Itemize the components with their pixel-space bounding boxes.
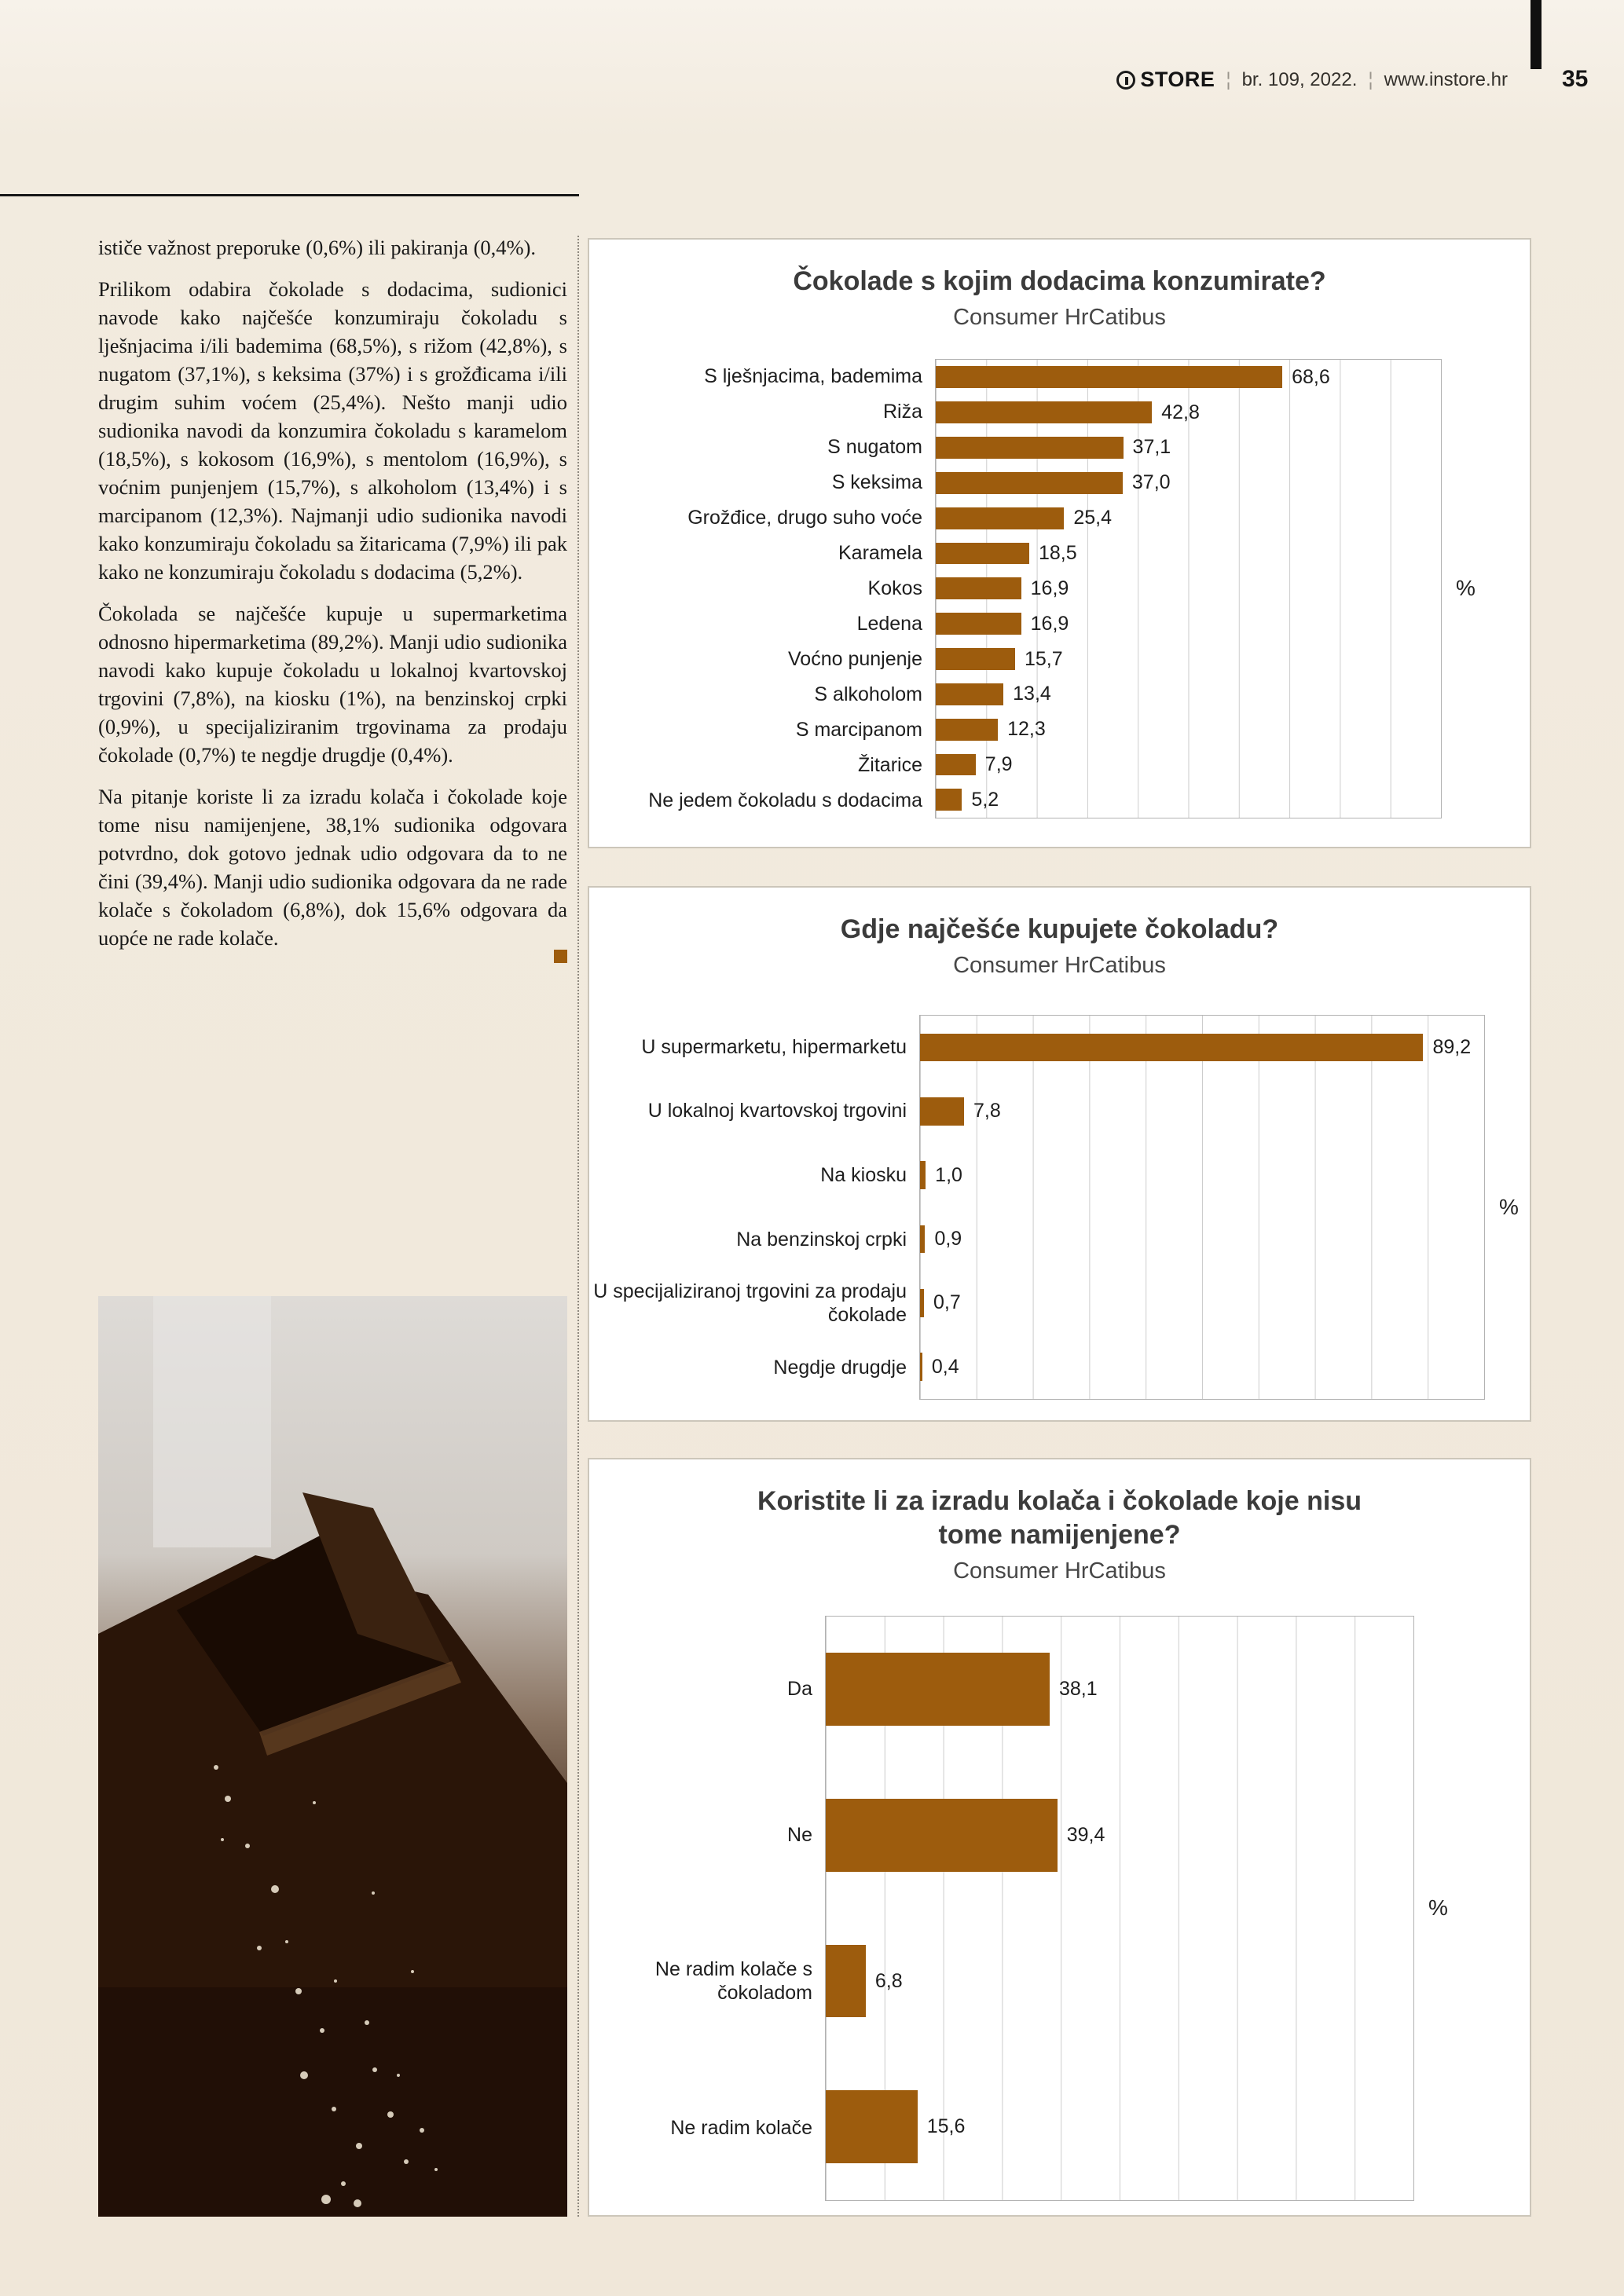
value-label: 12,3 — [1007, 718, 1046, 741]
bar — [936, 507, 1064, 529]
category-label: U specijaliziranoj trgovini za prodaju čokolade — [593, 1280, 907, 1327]
bar — [936, 577, 1021, 599]
chart-subtitle: Consumer HrCatibus — [953, 1558, 1166, 1584]
category-label: U lokalnoj kvartovskoj trgovini — [647, 1100, 907, 1122]
unit-label: % — [1499, 1194, 1519, 1219]
category-label: Grožđice, drugo suho voće — [687, 507, 922, 529]
value-label: 0,4 — [931, 1355, 959, 1378]
chart-body — [589, 359, 1530, 818]
category-label: Negdje drugdje — [773, 1357, 907, 1379]
bar — [826, 1945, 866, 2018]
value-label: 6,8 — [874, 1969, 903, 1992]
article-paragraph: Na pitanje koriste li za izradu kolača i čokolade koje tome nisu namijenjene, 38,1% sudionika odgovara potvrdno, dok gotovo jednak udio odgovara da to ne čini (39,4%). Manji udio sudionika odgovara da ne rade kolače s čokoladom (6,8%), dok 15,6% odgovara da uopće ne rade kolače. — [98, 785, 567, 950]
chart-purchase-location — [588, 886, 1531, 1422]
plot-area — [825, 1616, 1414, 2201]
category-label: S nugatom — [827, 436, 922, 459]
bar — [936, 789, 962, 811]
bar-row — [936, 536, 1441, 571]
bar — [936, 401, 1152, 423]
bar — [920, 1289, 924, 1317]
bar-row — [920, 1016, 1484, 1079]
value-label: 16,9 — [1030, 577, 1069, 599]
plot-area — [919, 1015, 1485, 1400]
category-label: Ne radim kolače s čokoladom — [654, 1958, 812, 2005]
bar-row — [936, 465, 1441, 500]
bar — [920, 1034, 1423, 1062]
unit-column — [1485, 1015, 1530, 1400]
unit-column — [1414, 1616, 1530, 2201]
category-labels — [589, 1015, 919, 1400]
bar-row — [936, 676, 1441, 712]
value-label: 68,6 — [1292, 365, 1330, 388]
bar-row — [920, 1079, 1484, 1143]
unit-column — [1442, 359, 1530, 818]
category-label: S marcipanom — [795, 719, 922, 742]
article-paragraph: Prilikom odabira čokolade s dodacima, sudionici navode kako najčešće konzumiraju čokoladu s lješnjacima i/ili bademima (68,5%), s rižom (42,8%), s nugatom (37,1%), s keksima (37%) i s grožđicama i/ili drugim suhim voćem (25,4%). Nešto manji udio sudionika navodi da konzumira čokoladu s karamelom (18,5%), s kokosom (16,9%), s mentolom (16,9%), s voćnim punjenjem (15,7%), s alkoholom (13,4%) i s marcipanom (12,3%). Najmanji udio sudionika navodi kako konzumiraju čokoladu sa žitaricama (7,9%) ili pak kako ne konzumiraju čokoladu s dodacima (5,2%). — [98, 277, 567, 584]
chart-body — [589, 1616, 1530, 2201]
category-label: S keksima — [831, 471, 922, 494]
corner-accent-bar — [1531, 0, 1542, 69]
category-label: Da — [787, 1677, 812, 1700]
category-labels — [589, 359, 935, 818]
bar — [826, 1799, 1058, 1872]
masthead-separator: ¦ — [1226, 68, 1231, 90]
unit-label: % — [1428, 1895, 1448, 1921]
masthead-separator: ¦ — [1368, 68, 1373, 90]
chart-subtitle: Consumer HrCatibus — [953, 952, 1166, 978]
bar — [936, 719, 998, 741]
issue-number: br. 109, 2022. — [1241, 68, 1358, 90]
bar-row — [826, 1908, 1413, 2054]
chart-additives — [588, 238, 1531, 848]
value-label: 25,4 — [1073, 507, 1112, 529]
bar-row — [920, 1143, 1484, 1207]
article-body — [98, 233, 567, 970]
category-label: Karamela — [838, 542, 922, 565]
article-paragraph: Čokolada se najčešće kupuje u supermarketima odnosno hipermarketima (89,2%). Manji udio sudionika navodi kako kupuje čokoladu u lokalnoj kvartovskoj trgovini (7,8%), na kiosku (1%), na benzinskoj crpki (0,9%), u specijaliziranim trgovinama za prodaju čokolade (0,7%) te negdje drugdje (0,4%). — [98, 602, 567, 767]
category-label: S alkoholom — [814, 683, 922, 706]
unit-label: % — [1456, 576, 1476, 601]
bar — [936, 543, 1029, 565]
logo-text: STORE — [1140, 68, 1215, 91]
bar-row — [936, 747, 1441, 782]
value-label: 38,1 — [1058, 1678, 1098, 1701]
category-label: Žitarice — [858, 754, 922, 777]
value-label: 15,7 — [1024, 647, 1063, 670]
value-label: 42,8 — [1161, 401, 1200, 423]
bar-row — [936, 782, 1441, 818]
chart-title: Čokolade s kojim dodacima konzumirate? — [793, 266, 1326, 296]
category-label: Ledena — [856, 613, 922, 635]
bar — [920, 1161, 926, 1189]
value-label: 16,9 — [1030, 612, 1069, 635]
bar — [920, 1225, 925, 1254]
category-label: Na benzinskoj crpki — [736, 1228, 907, 1251]
category-label: Voćno punjenje — [788, 648, 922, 671]
bar-row — [936, 360, 1441, 395]
bar — [936, 754, 976, 776]
bar-row — [936, 712, 1441, 747]
masthead — [1116, 68, 1508, 92]
bar-row — [936, 642, 1441, 677]
chart-body — [589, 1015, 1530, 1400]
category-labels — [589, 1616, 825, 2201]
bar — [920, 1353, 922, 1381]
value-label: 89,2 — [1432, 1035, 1472, 1058]
value-label: 0,7 — [933, 1291, 961, 1314]
value-label: 15,6 — [926, 2115, 966, 2138]
chart-title: Koristite li za izradu kolača i čokolade koje nisu tome namijenjene? — [757, 1486, 1362, 1550]
chocolate-photo — [98, 1296, 567, 2217]
value-label: 7,8 — [973, 1100, 1001, 1122]
bar-row — [920, 1207, 1484, 1271]
instore-logo-icon — [1116, 71, 1135, 90]
bar-row — [826, 1762, 1413, 1908]
bar-row — [920, 1335, 1484, 1398]
article-paragraph: ističe važnost preporuke (0,6%) ili pakiranja (0,4%). — [98, 236, 537, 259]
value-label: 13,4 — [1013, 683, 1051, 705]
category-label: S lješnjacima, bademima — [704, 365, 922, 388]
website-url: www.instore.hr — [1384, 68, 1508, 90]
category-label: Ne — [787, 1824, 812, 1847]
value-label: 37,0 — [1131, 471, 1171, 494]
bar — [936, 472, 1123, 494]
category-label: Na kiosku — [820, 1164, 907, 1186]
chart-baking-usage — [588, 1458, 1531, 2217]
bar-row — [936, 430, 1441, 466]
bar — [936, 437, 1124, 459]
bar-row — [920, 1271, 1484, 1335]
article-end-marker — [554, 950, 567, 963]
value-label: 7,9 — [984, 753, 1013, 776]
bar-row — [826, 2054, 1413, 2200]
value-label: 0,9 — [934, 1227, 962, 1250]
bar — [826, 1653, 1050, 1726]
bar — [936, 613, 1021, 635]
category-label: Ne jedem čokoladu s dodacima — [648, 789, 922, 812]
column-divider — [577, 236, 579, 2217]
bar-row — [936, 500, 1441, 536]
bar-row — [826, 1617, 1413, 1763]
value-label: 37,1 — [1132, 436, 1171, 459]
bar — [920, 1097, 964, 1126]
value-label: 1,0 — [935, 1163, 962, 1186]
bar-row — [936, 571, 1441, 606]
category-label: Riža — [882, 401, 922, 423]
chart-title: Gdje najčešće kupujete čokoladu? — [840, 914, 1279, 944]
instore-logo — [1116, 68, 1215, 92]
plot-area — [935, 359, 1442, 818]
value-label: 18,5 — [1038, 541, 1077, 564]
page-number: 35 — [1562, 66, 1589, 92]
bar-row — [936, 606, 1441, 642]
category-label: U supermarketu, hipermarketu — [641, 1035, 907, 1058]
bar — [936, 366, 1282, 388]
category-label: Kokos — [867, 577, 922, 600]
bar — [936, 683, 1003, 705]
chart-subtitle: Consumer HrCatibus — [953, 304, 1166, 330]
value-label: 5,2 — [971, 788, 999, 811]
bar — [826, 2090, 918, 2163]
header-rule — [0, 194, 579, 196]
category-label: Ne radim kolače — [670, 2116, 812, 2139]
bar-row — [936, 395, 1441, 430]
value-label: 39,4 — [1066, 1823, 1105, 1846]
bar — [936, 648, 1015, 670]
